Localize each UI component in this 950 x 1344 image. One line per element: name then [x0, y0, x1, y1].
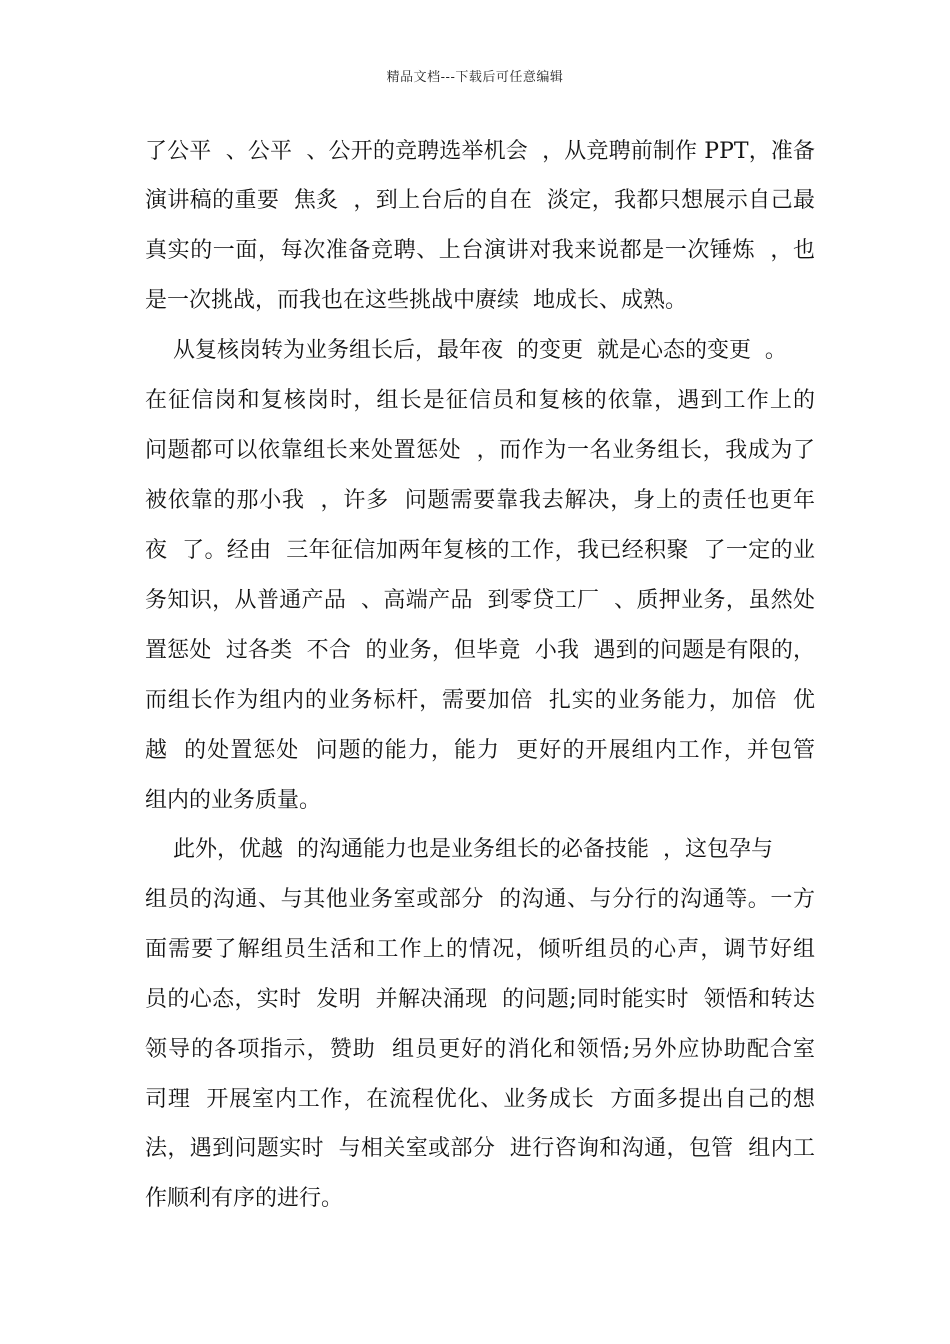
paragraph-3-line-3: 面需要了解组员生活和工作上的情况，倾听组员的心声，调节好组 — [145, 937, 815, 962]
paragraph-3-line-5: 领导的各项指示，赞助 组员更好的消化和领悟;另外应协助配合室 — [145, 1037, 815, 1062]
paragraph-3-line-1: 此外，优越 的沟通能力也是业务组长的必备技能 ，这包孕与 — [145, 837, 773, 862]
paragraph-3-line-2: 组员的沟通、与其他业务室或部分 的沟通、与分行的沟通等。一方 — [145, 887, 815, 912]
paragraph-2-line-9: 越 的处置惩处 问题的能力，能力 更好的开展组内工作，并包管 — [145, 738, 815, 763]
paragraph-1-line-1: 了公平 、公平 、公开的竞聘选举机会 ，从竞聘前制作 PPT，准备 — [145, 139, 815, 164]
paragraph-2-line-2: 在征信岗和复核岗时，组长是征信员和复核的依靠，遇到工作上的 — [145, 388, 815, 413]
page-header: 精品文档---下载后可任意编辑 — [386, 70, 564, 85]
paragraph-3-line-8: 作顺利有序的进行。 — [145, 1186, 344, 1211]
paragraph-2-line-10: 组内的业务质量。 — [145, 788, 322, 813]
paragraph-1-line-4: 是一次挑战，而我也在这些挑战中赓续 地成长、成熟。 — [145, 288, 687, 313]
paragraph-2-line-1: 从复核岗转为业务组长后，最年夜 的变更 就是心态的变更 。 — [145, 338, 787, 363]
paragraph-3-line-4: 员的心态，实时 发明 并解决涌现 的问题;同时能实时 领悟和转达 — [145, 987, 815, 1012]
paragraph-1-line-2: 演讲稿的重要 焦炙 ，到上台后的自在 淡定，我都只想展示自己最 — [145, 188, 815, 213]
paragraph-2-line-5: 夜 了。经由 三年征信加两年复核的工作，我已经积聚 了一定的业 — [145, 538, 815, 563]
paragraph-2-line-3: 问题都可以依靠组长来处置惩处 ，而作为一名业务组长，我成为了 — [145, 438, 815, 463]
paragraph-2-line-8: 而组长作为组内的业务标杆，需要加倍 扎实的业务能力，加倍 优 — [145, 688, 815, 713]
paragraph-2-line-4: 被依靠的那小我 ，许多 问题需要靠我去解决，身上的责任也更年 — [145, 488, 815, 513]
paragraph-2-line-6: 务知识，从普通产品 、高端产品 到零贷工厂 、质押业务，虽然处 — [145, 588, 815, 613]
paragraph-1-line-3: 真实的一面，每次准备竞聘、上台演讲对我来说都是一次锤炼 ，也 — [145, 238, 815, 263]
paragraph-3-line-6: 司理 开展室内工作，在流程优化、业务成长 方面多提出自己的想 — [145, 1087, 815, 1112]
paragraph-2-line-7: 置惩处 过各类 不合 的业务，但毕竟 小我 遇到的问题是有限的， — [145, 638, 815, 663]
paragraph-3-line-7: 法，遇到问题实时 与相关室或部分 进行咨询和沟通，包管 组内工 — [145, 1136, 815, 1161]
